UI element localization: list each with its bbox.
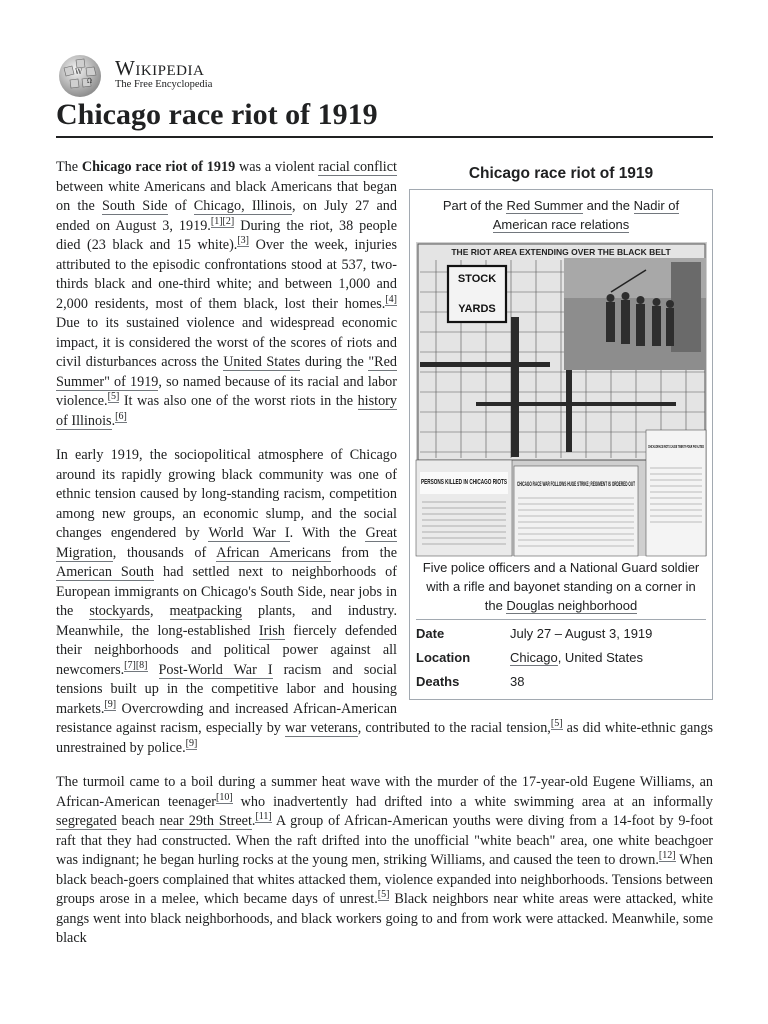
infobox-subtitle-text: Part of the xyxy=(442,198,507,213)
infobox-row-location xyxy=(416,646,706,670)
text: . xyxy=(251,813,256,829)
text: During the riot, 38 people died (23 black and 15 white). xyxy=(56,217,397,253)
text: , so named because of its racial and labor violence. xyxy=(56,373,398,409)
infobox-row-date xyxy=(416,622,706,646)
text xyxy=(148,662,159,678)
link-irish[interactable]: Irish xyxy=(258,622,285,639)
infobox-caption-text: Five police officers and a National Guard soldier with a rifle and bayonet standing on a corner in the xyxy=(422,560,700,613)
text: . xyxy=(111,412,116,429)
infobox-caption xyxy=(416,558,706,615)
infobox-box xyxy=(409,189,713,700)
link-united-states[interactable]: United States xyxy=(223,354,301,370)
text: The turmoil came to a boil during a summer heat wave with the murder of the 17-year-old Eugene Williams, an African-American teenager xyxy=(56,774,713,810)
citation-link[interactable]: [4] xyxy=(385,293,397,305)
text: had settled next to neighborhoods of European immigrants on Chicago's South Side, near jobs in the xyxy=(56,564,397,619)
link-chicago-illinois[interactable]: Chicago, Illinois xyxy=(193,198,293,214)
text: as did white-ethnic gangs unrestrained by police. xyxy=(56,720,713,756)
link-douglas-neighborhood[interactable]: Douglas neighborhood xyxy=(506,598,638,613)
map-heading: THE RIOT AREA EXTENDING OVER THE BLACK BELT xyxy=(451,247,671,257)
article-body xyxy=(56,158,713,964)
link-red-summer-1919[interactable]: "Red Summer" of 1919 xyxy=(56,354,397,390)
text: , thousands of xyxy=(112,544,217,561)
wikipedia-wordmark[interactable] xyxy=(115,56,212,90)
infobox-separator xyxy=(416,619,706,620)
link-african-americans[interactable]: African Americans xyxy=(216,544,331,561)
text: from the xyxy=(330,544,397,561)
text: . With the xyxy=(289,525,366,541)
infobox-title: Chicago race riot of 1919 xyxy=(468,165,654,182)
citation-link[interactable]: [5] xyxy=(377,889,390,901)
link-world-war-i[interactable]: World War I xyxy=(208,525,290,541)
text: When black beach-goers complained that whites attacked them, violence expanded into neighborhoods. Tensions between groups arose in a melee, which became days of unrest. xyxy=(56,852,713,907)
text: Black neighbors near white areas were attacked, white gangs went into black neighborhoods, and black workers going to and from work were attacked. Meanwhile, some black xyxy=(56,891,713,946)
page-title: Chicago race riot of 1919 xyxy=(56,98,378,131)
text: who inadvertently had drifted into a white swimming area at an informally xyxy=(232,793,713,810)
link-chicago[interactable]: Chicago xyxy=(510,650,558,665)
infobox-value: July 27 – August 3, 1919 xyxy=(510,626,653,641)
paragraph-turmoil xyxy=(56,773,713,949)
infobox-key: Location xyxy=(416,650,471,665)
text: during the xyxy=(300,354,369,370)
citation-link[interactable]: [1] xyxy=(210,215,223,227)
text: fiercely defended their neighborhoods and political power against all newcomers. xyxy=(56,622,397,678)
text: Over the week, injuries attributed to the episodic confrontations stood at 537, two-thirds black and one-third white; and between 1,000 and 2,000 residents, most of them black, lost their homes. xyxy=(56,237,397,312)
article-subject: Chicago race riot of 1919 xyxy=(81,159,236,175)
map-yards-label: YARDS xyxy=(458,303,496,315)
text: It was also one of the worst riots in the xyxy=(119,393,358,409)
link-american-south[interactable]: American South xyxy=(56,564,155,580)
infobox-subtitle-text: and the xyxy=(583,198,634,213)
infobox-value: 38 xyxy=(510,674,525,689)
wordmark-tagline: The Free Encyclopedia xyxy=(115,79,213,90)
headline-persons-killed: PERSONS KILLED IN CHICAGO RIOTS xyxy=(421,479,508,486)
link-south-side[interactable]: South Side xyxy=(101,198,168,214)
text: racism and social tensions built up in the competitive labor and housing markets. xyxy=(56,661,397,717)
citation-link[interactable]: [5] xyxy=(550,718,563,730)
link-war-veterans[interactable]: war veterans xyxy=(285,720,358,736)
text: Overcrowding and increased African-American resistance against racism, especially by xyxy=(56,700,397,736)
svg-text:Ω: Ω xyxy=(87,78,92,85)
citation-link[interactable]: [9] xyxy=(185,737,198,749)
link-segregated[interactable]: segregated xyxy=(56,813,117,829)
text: beach xyxy=(116,813,160,829)
infobox-value-text: , United States xyxy=(557,650,643,665)
infobox-subtitle xyxy=(416,196,706,234)
link-racial-conflict[interactable]: racial conflict xyxy=(318,159,397,175)
citation-link[interactable]: [3] xyxy=(237,235,250,247)
link-great-migration[interactable]: Great Migration xyxy=(56,525,397,561)
link-red-summer[interactable]: Red Summer xyxy=(506,198,584,213)
citation-link[interactable]: [9] xyxy=(104,698,117,710)
citation-link[interactable]: [10] xyxy=(216,791,233,803)
text: A group of African-American youths were diving from a 14-foot by 9-foot raft that they had constructed. When the raft drifted into the unofficial "white beach" area, one white beachgoer was indignant; he began hurling rocks at the young men, striking Williams, and caused the teen to drown. xyxy=(56,813,713,868)
text: plants, and industry. Meanwhile, the long-established xyxy=(56,603,397,639)
infobox-key: Date xyxy=(416,626,445,641)
link-history-of-illinois[interactable]: history of Illinois xyxy=(56,393,397,429)
title-divider xyxy=(56,136,713,138)
link-meatpacking[interactable]: meatpacking xyxy=(169,603,243,619)
headline-fatalities: CHICAGORACE RIOTS CAUSE TWENTY-FOUR FATALITIES xyxy=(648,444,704,449)
text: was a violent xyxy=(235,159,319,175)
link-near-29th-street[interactable]: near 29th Street xyxy=(159,813,252,829)
citation-link[interactable]: [2] xyxy=(222,215,235,227)
wordmark-name: Wikipedia xyxy=(115,56,205,80)
text: The xyxy=(56,159,82,175)
citation-link[interactable]: [12] xyxy=(658,850,676,862)
infobox-value xyxy=(510,648,706,668)
link-stockyards[interactable]: stockyards xyxy=(89,603,150,619)
text: In early 1919, the sociopolitical atmosphere of Chicago around its rapidly growing black community was one of ethnic tension caused by long-standing racism, competition among new groups, an economic slump, and the social changes engendered by xyxy=(56,447,397,541)
citation-link[interactable]: [5] xyxy=(107,391,120,403)
text: , xyxy=(150,603,170,619)
riot-collage-image[interactable] xyxy=(416,242,707,556)
infobox-key: Deaths xyxy=(416,674,460,689)
citation-link[interactable]: [8] xyxy=(135,659,148,671)
wikipedia-globe-icon[interactable] xyxy=(56,54,104,98)
text: between white Americans and black Americans that began on the xyxy=(56,178,397,214)
infobox-row-deaths xyxy=(416,670,706,694)
text: , contributed to the racial tension, xyxy=(357,720,551,736)
link-nadir-race-relations[interactable]: Nadir of American race relations xyxy=(492,198,680,232)
citation-link[interactable]: [7] xyxy=(124,659,136,671)
citation-link[interactable]: [6] xyxy=(115,410,127,422)
map-stock-label: STOCK xyxy=(457,273,497,285)
text: , on July 27 and ended on August 3, 1919. xyxy=(56,198,397,234)
headline-race-war: CHICAGO RACE WAR FOLLOWS HUGE STRIKE; REGIMENT IS ORDERED OUT xyxy=(517,481,636,488)
citation-link[interactable]: [11] xyxy=(255,811,272,823)
infobox xyxy=(409,158,713,700)
link-post-world-war-i[interactable]: Post-World War I xyxy=(158,661,273,678)
text: Due to its sustained violence and widespread economic impact, it is considered the worst of the scores of riots and civil disturbances across the xyxy=(56,315,397,370)
svg-text:W: W xyxy=(75,68,83,76)
text: of xyxy=(167,198,194,214)
